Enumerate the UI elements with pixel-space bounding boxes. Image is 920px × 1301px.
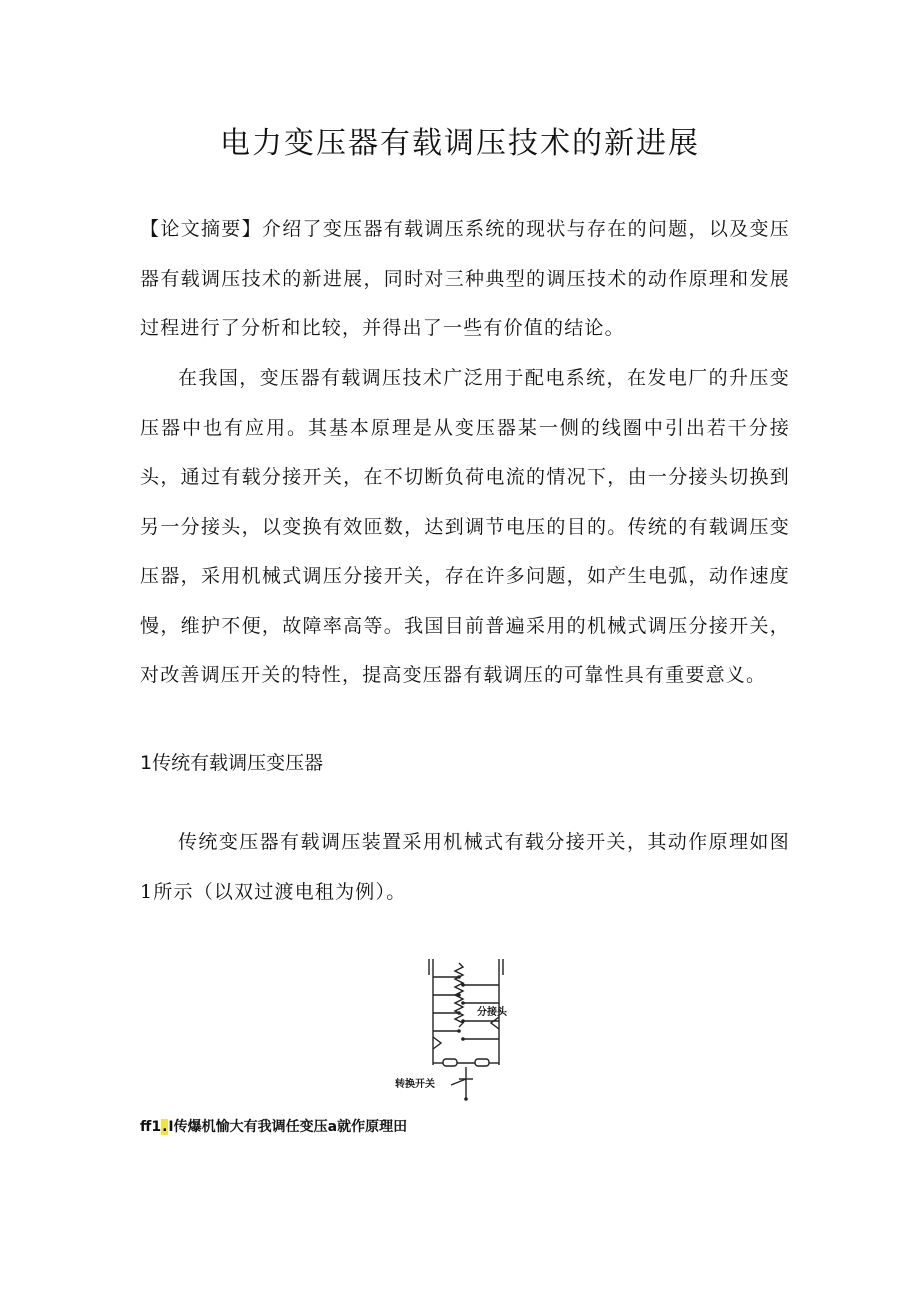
caption-text: I传爆机愉大有我调任变压a就作原理田 bbox=[168, 1119, 408, 1135]
switch-diagram bbox=[393, 955, 513, 1103]
tap-label: 分接头 bbox=[477, 1007, 507, 1018]
intro-paragraph: 在我国，变压器有载调压技术广泛用于配电系统，在发电厂的升压变压器中也有应用。其基本原理是从变压器某一侧的线圈中引出若干分接头，通过有载分接开关，在不切断负荷电流的情况下，由一分接头切换到另一分接头，以变换有效匝数，达到调节电压的目的。传统的有载调压变压器，采用机械式调压分接开关，存在许多问题，如产生电弧，动作速度慢，维护不便，故障率高等。我国目前普遍采用的机械式调压分接开关，对改善调压开关的特性，提高变压器有载调压的可靠性具有重要意义。 bbox=[140, 367, 790, 686]
caption-highlight: . bbox=[162, 1119, 168, 1135]
paper-title: 电力变压器有载调压技术的新进展 bbox=[220, 126, 700, 161]
tap-changer-schematic bbox=[393, 955, 513, 1103]
caption-prefix: ff1 bbox=[140, 1119, 162, 1135]
figure-caption bbox=[140, 1116, 407, 1136]
section-body: 传统变压器有载调压装置采用机械式有载分接开关，其动作原理如图1所示（以双过渡电租为例）。 bbox=[140, 831, 790, 903]
abstract-paragraph: 【论文摘要】介绍了变压器有载调压系统的现状与存在的问题，以及变压器有载调压技术的新进展，同时对三种典型的调压技术的动作原理和发展过程进行了分析和比较，并得出了一些有价值的结论。 bbox=[140, 218, 790, 339]
switch-label: 转换开关 bbox=[395, 1079, 435, 1090]
section-heading: 1传统有载调压变压器 bbox=[140, 752, 324, 774]
